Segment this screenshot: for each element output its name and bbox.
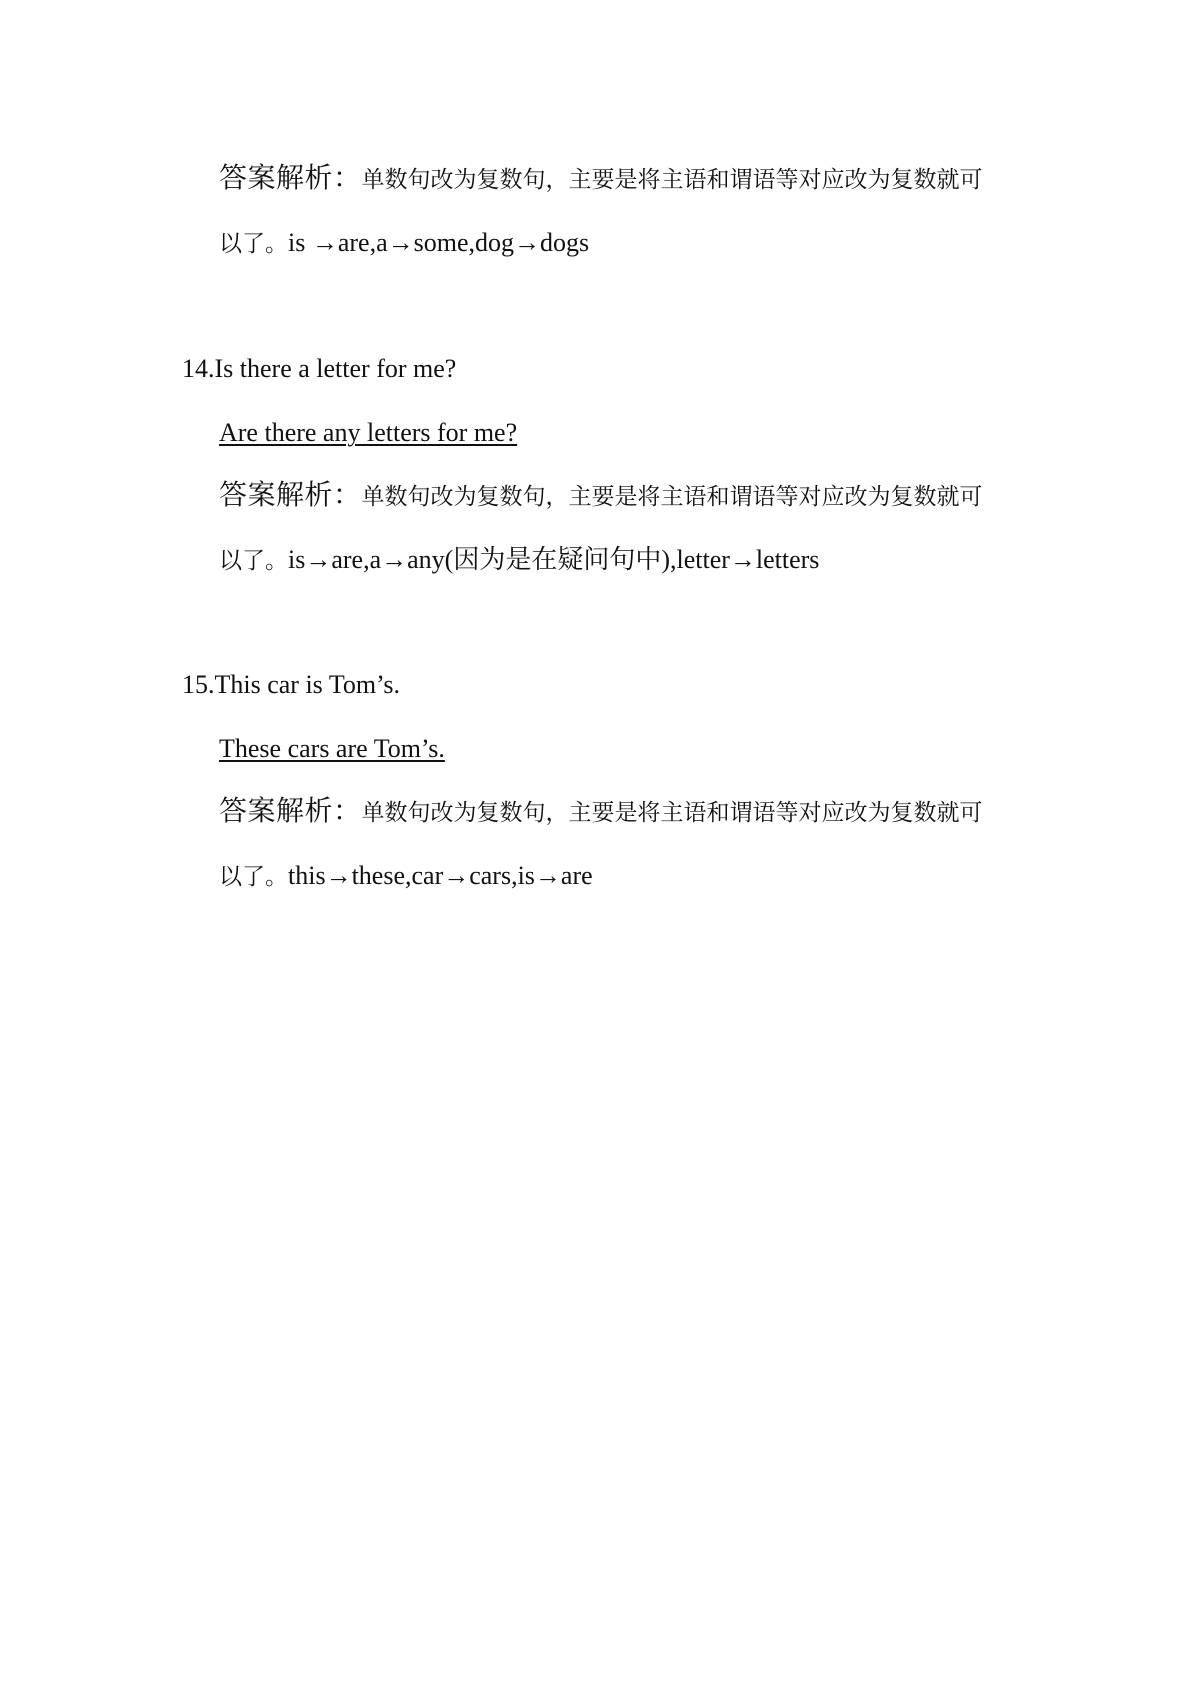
analysis-line-1 [219,795,983,830]
question-14: 14.Is there a letter for me? [182,354,457,383]
analysis-line-2 [219,226,589,261]
analysis-line-2 [219,543,819,578]
analysis-text: 单数句改为复数句，主要是将主语和谓语等对应改为复数就可 [361,484,983,509]
analysis-text-cn: 以了。 [219,548,288,573]
answer-15: These cars are Tom’s. [219,734,445,763]
analysis-label: 答案解析： [219,163,362,194]
question-15: 15.This car is Tom’s. [182,670,400,699]
analysis-label: 答案解析： [219,796,362,827]
analysis-text-cn: 以了。 [219,864,288,889]
analysis-text-en: this→these,car→cars,is→are [288,861,593,890]
analysis-line-1 [219,162,983,197]
analysis-text-en: is→are,a→any(因为是在疑问句中),letter→letters [288,545,820,574]
analysis-label: 答案解析： [219,480,362,511]
analysis-line-2 [219,859,593,894]
answer-14: Are there any letters for me? [219,418,518,447]
analysis-text-cn: 以了。 [219,231,288,256]
analysis-text: 单数句改为复数句，主要是将主语和谓语等对应改为复数就可 [361,167,983,192]
analysis-text: 单数句改为复数句，主要是将主语和谓语等对应改为复数就可 [361,800,983,825]
analysis-line-1 [219,479,983,514]
analysis-text-en: is →are,a→some,dog→dogs [288,228,590,257]
